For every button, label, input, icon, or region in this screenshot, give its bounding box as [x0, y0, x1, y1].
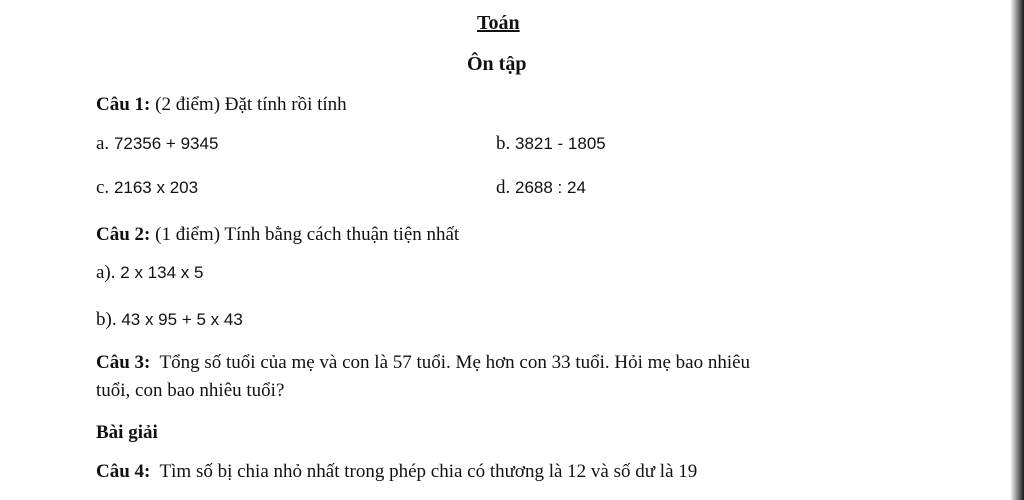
question-1-item-c — [96, 176, 198, 200]
item-expression: 2688 : 24 — [515, 178, 586, 197]
item-prefix: c. — [96, 177, 114, 198]
item-expression: 3821 - 1805 — [515, 134, 606, 153]
question-3-label: Câu 3: — [96, 352, 151, 373]
item-expression: 72356 + 9345 — [113, 134, 219, 153]
question-1-heading — [96, 93, 347, 117]
item-prefix: a). — [96, 262, 121, 283]
question-2-heading — [96, 223, 459, 247]
item-prefix: b). — [96, 309, 122, 330]
section-title: Ôn tập — [467, 53, 527, 75]
question-2-item-a — [96, 261, 203, 285]
item-expression: 2 x 134 x 5 — [120, 263, 204, 282]
question-3-line-1 — [96, 351, 750, 375]
item-prefix: d. — [496, 177, 515, 198]
question-2-item-b — [96, 308, 243, 332]
question-1-label: Câu 1: — [96, 94, 151, 115]
item-expression: 43 x 95 + 5 x 43 — [121, 310, 243, 329]
question-4-heading — [96, 460, 697, 484]
page-edge-shadow — [1010, 0, 1024, 500]
question-3-text: Tổng số tuổi của mẹ và con là 57 tuổi. Mẹ hơn con 33 tuổi. Hỏi mẹ bao nhiêu — [150, 352, 751, 373]
question-4-label: Câu 4: — [96, 461, 151, 482]
item-prefix: a. — [96, 133, 114, 154]
item-expression: 2163 x 203 — [113, 178, 199, 197]
question-1-item-d — [496, 176, 586, 200]
question-1-text: (2 điểm) Đặt tính rồi tính — [150, 94, 347, 115]
question-3-line-2: tuổi, con bao nhiêu tuổi? — [96, 380, 285, 401]
question-1-item-a — [96, 132, 218, 156]
question-1-item-b — [496, 132, 606, 156]
question-4-text: Tìm số bị chia nhỏ nhất trong phép chia có thương là 12 và số dư là 19 — [150, 461, 698, 482]
question-2-text: (1 điểm) Tính bằng cách thuận tiện nhất — [150, 224, 460, 245]
item-prefix: b. — [496, 133, 515, 154]
question-2-label: Câu 2: — [96, 224, 151, 245]
subject-title: Toán — [477, 12, 520, 34]
solution-label: Bài giải — [96, 422, 158, 443]
